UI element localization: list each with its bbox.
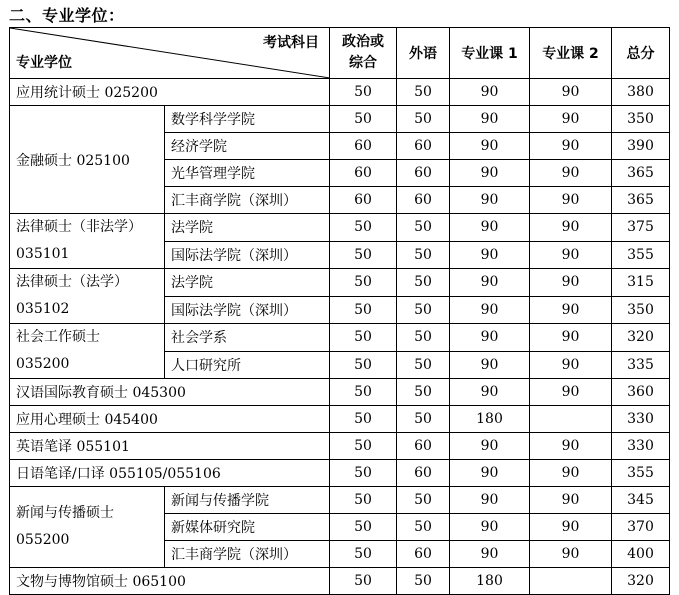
degree-cell [10, 214, 165, 269]
degree-cell: 汉语国际教育硕士 045300 [10, 379, 330, 406]
score-politics: 50 [330, 106, 397, 133]
score-major-1: 90 [450, 351, 530, 379]
score-major-1: 90 [450, 106, 530, 133]
score-major-2: 90 [530, 514, 612, 541]
degree-cell: 英语笔译 055101 [10, 433, 330, 460]
score-total: 330 [612, 406, 670, 433]
score-major-1: 90 [450, 460, 530, 487]
header-language: 外语 [397, 28, 450, 79]
score-politics: 60 [330, 133, 397, 160]
degree-cell: 金融硕士 025100 [10, 106, 165, 214]
school-cell: 人口研究所 [165, 351, 330, 379]
degree-name: 法律硕士（法学） [16, 274, 128, 290]
score-total: 375 [612, 214, 670, 242]
score-major-2: 90 [530, 133, 612, 160]
header-row [10, 28, 670, 79]
score-total: 365 [612, 160, 670, 187]
score-politics: 50 [330, 568, 397, 595]
degree-code: 035200 [16, 356, 70, 372]
school-cell: 国际法学院（深圳） [165, 296, 330, 324]
score-major-2: 90 [530, 187, 612, 214]
score-major-2: 90 [530, 433, 612, 460]
degree-code: 035102 [16, 301, 70, 317]
header-major-2: 专业课 2 [530, 28, 612, 79]
score-politics: 50 [330, 487, 397, 514]
score-language: 50 [397, 296, 450, 324]
degree-cell: 日语笔译/口译 055105/055106 [10, 460, 330, 487]
degree-name: 新闻与传播硕士 [16, 505, 114, 521]
score-politics: 50 [330, 79, 397, 106]
score-major-1: 90 [450, 187, 530, 214]
table-row [10, 324, 670, 352]
score-major-2: 90 [530, 160, 612, 187]
score-major-1: 90 [450, 514, 530, 541]
table-row [10, 568, 670, 595]
school-cell: 法学院 [165, 214, 330, 242]
score-politics: 50 [330, 324, 397, 352]
score-major-2: 90 [530, 241, 612, 269]
table-row [10, 460, 670, 487]
score-major-1: 90 [450, 79, 530, 106]
header-corner-degree: 专业学位 [16, 55, 72, 71]
score-politics: 50 [330, 406, 397, 433]
score-politics: 50 [330, 379, 397, 406]
school-cell: 光华管理学院 [165, 160, 330, 187]
degree-cell [10, 487, 165, 568]
score-total: 370 [612, 514, 670, 541]
score-language: 50 [397, 324, 450, 352]
score-politics: 60 [330, 187, 397, 214]
score-major-1: 90 [450, 241, 530, 269]
school-cell: 法学院 [165, 269, 330, 297]
score-major-1: 90 [450, 269, 530, 297]
table-row [10, 487, 670, 514]
school-cell: 数学科学学院 [165, 106, 330, 133]
score-major-2: 90 [530, 487, 612, 514]
score-major-2: 90 [530, 79, 612, 106]
score-total: 365 [612, 187, 670, 214]
score-total: 335 [612, 351, 670, 379]
score-total: 390 [612, 133, 670, 160]
degree-cell [10, 324, 165, 379]
score-language: 50 [397, 514, 450, 541]
degree-cell: 应用统计硕士 025200 [10, 79, 330, 106]
score-total: 345 [612, 487, 670, 514]
table-row [10, 433, 670, 460]
school-cell: 汇丰商学院（深圳） [165, 541, 330, 568]
table-row [10, 79, 670, 106]
score-politics: 60 [330, 160, 397, 187]
score-language: 60 [397, 187, 450, 214]
score-politics: 50 [330, 296, 397, 324]
score-total: 320 [612, 568, 670, 595]
score-language: 50 [397, 351, 450, 379]
score-language: 50 [397, 379, 450, 406]
score-major-1: 90 [450, 379, 530, 406]
header-politics: 政治或 综合 [330, 28, 397, 79]
score-language: 60 [397, 460, 450, 487]
score-total: 355 [612, 241, 670, 269]
table-row [10, 406, 670, 433]
degree-name: 社会工作硕士 [16, 329, 100, 345]
score-language: 50 [397, 79, 450, 106]
degree-cell: 文物与博物馆硕士 065100 [10, 568, 330, 595]
score-politics: 50 [330, 460, 397, 487]
degree-code: 055200 [16, 532, 70, 548]
score-major-1: 90 [450, 433, 530, 460]
score-language: 50 [397, 406, 450, 433]
score-language: 50 [397, 269, 450, 297]
table-row [10, 214, 670, 242]
score-major-1: 90 [450, 324, 530, 352]
score-major-2 [530, 406, 612, 433]
score-major-1: 90 [450, 296, 530, 324]
table-row [10, 106, 670, 133]
score-total: 350 [612, 106, 670, 133]
degree-code: 035101 [16, 246, 70, 262]
score-major-1: 180 [450, 568, 530, 595]
school-cell: 新媒体研究院 [165, 514, 330, 541]
school-cell: 社会学系 [165, 324, 330, 352]
score-total: 350 [612, 296, 670, 324]
table-row [10, 269, 670, 297]
score-total: 360 [612, 379, 670, 406]
school-cell: 经济学院 [165, 133, 330, 160]
score-total: 330 [612, 433, 670, 460]
score-major-2 [530, 568, 612, 595]
score-politics: 50 [330, 241, 397, 269]
score-total: 355 [612, 460, 670, 487]
school-cell: 新闻与传播学院 [165, 487, 330, 514]
score-politics: 50 [330, 433, 397, 460]
header-corner-subjects: 考试科目 [263, 35, 319, 51]
header-corner-cell [10, 28, 330, 79]
score-table [9, 27, 670, 595]
score-language: 50 [397, 214, 450, 242]
score-major-2: 90 [530, 379, 612, 406]
degree-cell: 应用心理硕士 045400 [10, 406, 330, 433]
score-total: 380 [612, 79, 670, 106]
score-language: 60 [397, 541, 450, 568]
score-major-2: 90 [530, 541, 612, 568]
score-major-1: 90 [450, 541, 530, 568]
school-cell: 汇丰商学院（深圳） [165, 187, 330, 214]
score-major-2: 90 [530, 296, 612, 324]
score-language: 50 [397, 568, 450, 595]
school-cell: 国际法学院（深圳） [165, 241, 330, 269]
score-total: 320 [612, 324, 670, 352]
header-major-1: 专业课 1 [450, 28, 530, 79]
score-language: 60 [397, 160, 450, 187]
table-row [10, 379, 670, 406]
score-politics: 50 [330, 541, 397, 568]
section-heading: 二、专业学位： [9, 6, 125, 25]
score-major-1: 90 [450, 160, 530, 187]
score-language: 60 [397, 433, 450, 460]
header-total: 总分 [612, 28, 670, 79]
score-politics: 50 [330, 269, 397, 297]
score-major-2: 90 [530, 214, 612, 242]
score-major-1: 90 [450, 133, 530, 160]
score-language: 60 [397, 133, 450, 160]
score-language: 50 [397, 241, 450, 269]
score-language: 50 [397, 487, 450, 514]
score-total: 400 [612, 541, 670, 568]
score-major-1: 90 [450, 487, 530, 514]
score-politics: 50 [330, 351, 397, 379]
score-major-2: 90 [530, 324, 612, 352]
degree-cell [10, 269, 165, 324]
score-major-2: 90 [530, 269, 612, 297]
score-politics: 50 [330, 514, 397, 541]
score-language: 50 [397, 106, 450, 133]
score-major-1: 90 [450, 214, 530, 242]
score-politics: 50 [330, 214, 397, 242]
degree-name: 法律硕士（非法学） [16, 219, 142, 235]
score-major-2: 90 [530, 460, 612, 487]
score-major-2: 90 [530, 106, 612, 133]
score-major-1: 180 [450, 406, 530, 433]
score-major-2: 90 [530, 351, 612, 379]
score-total: 315 [612, 269, 670, 297]
